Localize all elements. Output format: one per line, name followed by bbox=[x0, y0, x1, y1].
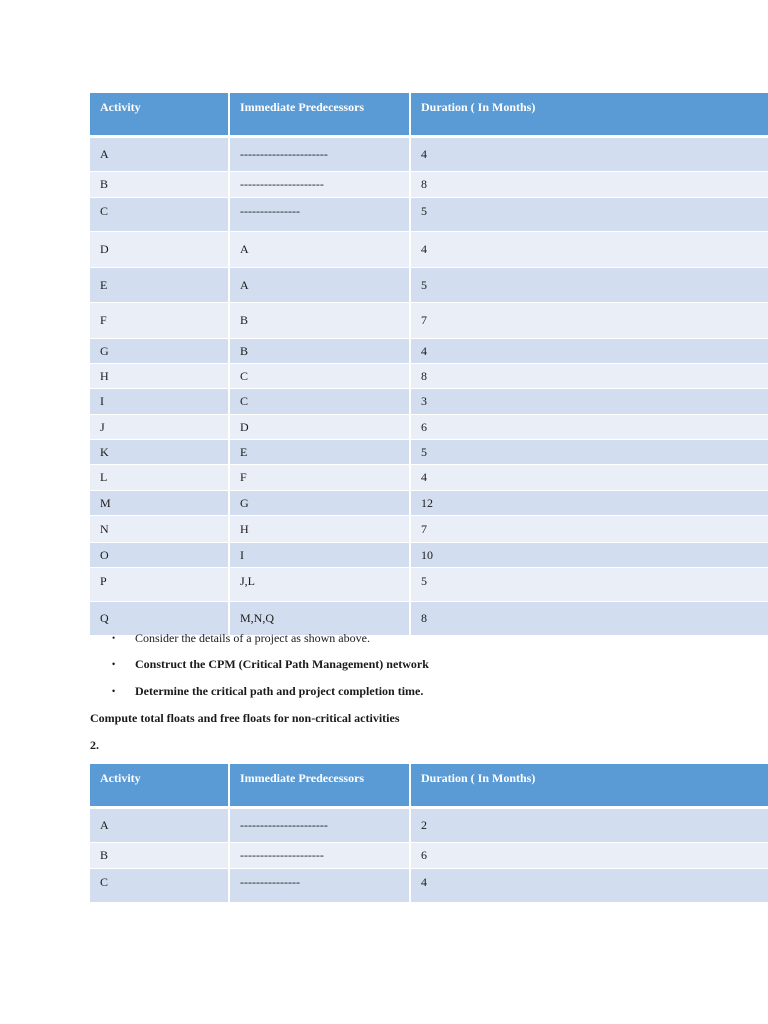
table-row bbox=[90, 543, 768, 568]
column-header-activity: Activity bbox=[90, 93, 230, 138]
cell-duration: 4 bbox=[411, 465, 768, 491]
cell-predecessors: A bbox=[230, 232, 411, 268]
cell-activity: L bbox=[90, 465, 230, 491]
cell-activity: K bbox=[90, 440, 230, 465]
list-item: • Construct the CPM (Critical Path Management) network bbox=[112, 656, 429, 683]
cell-activity: A bbox=[90, 809, 230, 843]
cell-duration: 5 bbox=[411, 568, 768, 602]
cell-activity: N bbox=[90, 516, 230, 543]
cell-activity: J bbox=[90, 415, 230, 440]
table-header-row bbox=[90, 764, 768, 809]
cell-activity: I bbox=[90, 389, 230, 415]
cell-predecessors: I bbox=[230, 543, 411, 568]
cell-predecessors: --------------------- bbox=[230, 172, 411, 198]
table-row bbox=[90, 138, 768, 172]
column-header-activity: Activity bbox=[90, 764, 230, 809]
cell-predecessors: D bbox=[230, 415, 411, 440]
cell-duration: 2 bbox=[411, 809, 768, 843]
cell-duration: 5 bbox=[411, 268, 768, 303]
table-row bbox=[90, 339, 768, 364]
table-row bbox=[90, 232, 768, 268]
instruction-list bbox=[112, 630, 429, 709]
section-number: 2. bbox=[90, 738, 99, 752]
cell-duration: 8 bbox=[411, 172, 768, 198]
instruction-paragraph: Compute total floats and free floats for non-critical activities bbox=[90, 711, 400, 725]
cell-predecessors: M,N,Q bbox=[230, 602, 411, 636]
table-row bbox=[90, 516, 768, 543]
cell-activity: O bbox=[90, 543, 230, 568]
cell-predecessors: J,L bbox=[230, 568, 411, 602]
cell-activity: B bbox=[90, 172, 230, 198]
table-row bbox=[90, 491, 768, 516]
activity-table-1 bbox=[90, 93, 768, 636]
table-header-row bbox=[90, 93, 768, 138]
cell-activity: P bbox=[90, 568, 230, 602]
cell-activity: D bbox=[90, 232, 230, 268]
cell-predecessors: ---------------------- bbox=[230, 809, 411, 843]
cell-predecessors: H bbox=[230, 516, 411, 543]
cell-predecessors: --------------- bbox=[230, 869, 411, 903]
cell-predecessors: E bbox=[230, 440, 411, 465]
cell-duration: 4 bbox=[411, 869, 768, 903]
table-row bbox=[90, 415, 768, 440]
table-row bbox=[90, 389, 768, 415]
cell-predecessors: A bbox=[230, 268, 411, 303]
table-row bbox=[90, 440, 768, 465]
cell-predecessors: F bbox=[230, 465, 411, 491]
cell-duration: 7 bbox=[411, 516, 768, 543]
cell-activity: B bbox=[90, 843, 230, 869]
cell-duration: 7 bbox=[411, 303, 768, 339]
cell-duration: 3 bbox=[411, 389, 768, 415]
table-row bbox=[90, 172, 768, 198]
cell-duration: 4 bbox=[411, 232, 768, 268]
cell-activity: C bbox=[90, 198, 230, 232]
table-row bbox=[90, 568, 768, 602]
column-header-predecessors: Immediate Predecessors bbox=[230, 93, 411, 138]
cell-duration: 8 bbox=[411, 602, 768, 636]
cell-predecessors: --------------------- bbox=[230, 843, 411, 869]
cell-activity: E bbox=[90, 268, 230, 303]
table-row bbox=[90, 465, 768, 491]
cell-duration: 6 bbox=[411, 415, 768, 440]
cell-activity: F bbox=[90, 303, 230, 339]
list-item: • Consider the details of a project as shown above. bbox=[112, 630, 429, 656]
column-header-predecessors: Immediate Predecessors bbox=[230, 764, 411, 809]
table-row bbox=[90, 809, 768, 843]
cell-activity: A bbox=[90, 138, 230, 172]
cell-duration: 10 bbox=[411, 543, 768, 568]
cell-duration: 5 bbox=[411, 440, 768, 465]
cell-duration: 12 bbox=[411, 491, 768, 516]
cell-activity: Q bbox=[90, 602, 230, 636]
cell-predecessors: B bbox=[230, 303, 411, 339]
cell-predecessors: --------------- bbox=[230, 198, 411, 232]
cell-predecessors: B bbox=[230, 339, 411, 364]
cell-predecessors: G bbox=[230, 491, 411, 516]
activity-table-2 bbox=[90, 764, 768, 903]
table-row bbox=[90, 843, 768, 869]
cell-duration: 5 bbox=[411, 198, 768, 232]
cell-duration: 6 bbox=[411, 843, 768, 869]
cell-predecessors: C bbox=[230, 389, 411, 415]
table-row bbox=[90, 303, 768, 339]
cell-duration: 4 bbox=[411, 339, 768, 364]
cell-predecessors: C bbox=[230, 364, 411, 389]
table-row bbox=[90, 268, 768, 303]
column-header-duration: Duration ( In Months) bbox=[411, 93, 768, 138]
list-item: • Determine the critical path and project completion time. bbox=[112, 683, 429, 709]
cell-activity: M bbox=[90, 491, 230, 516]
cell-duration: 8 bbox=[411, 364, 768, 389]
table-row bbox=[90, 198, 768, 232]
table-row bbox=[90, 869, 768, 903]
cell-activity: G bbox=[90, 339, 230, 364]
cell-predecessors: ---------------------- bbox=[230, 138, 411, 172]
cell-activity: H bbox=[90, 364, 230, 389]
cell-duration: 4 bbox=[411, 138, 768, 172]
cell-activity: C bbox=[90, 869, 230, 903]
table-row bbox=[90, 364, 768, 389]
column-header-duration: Duration ( In Months) bbox=[411, 764, 768, 809]
